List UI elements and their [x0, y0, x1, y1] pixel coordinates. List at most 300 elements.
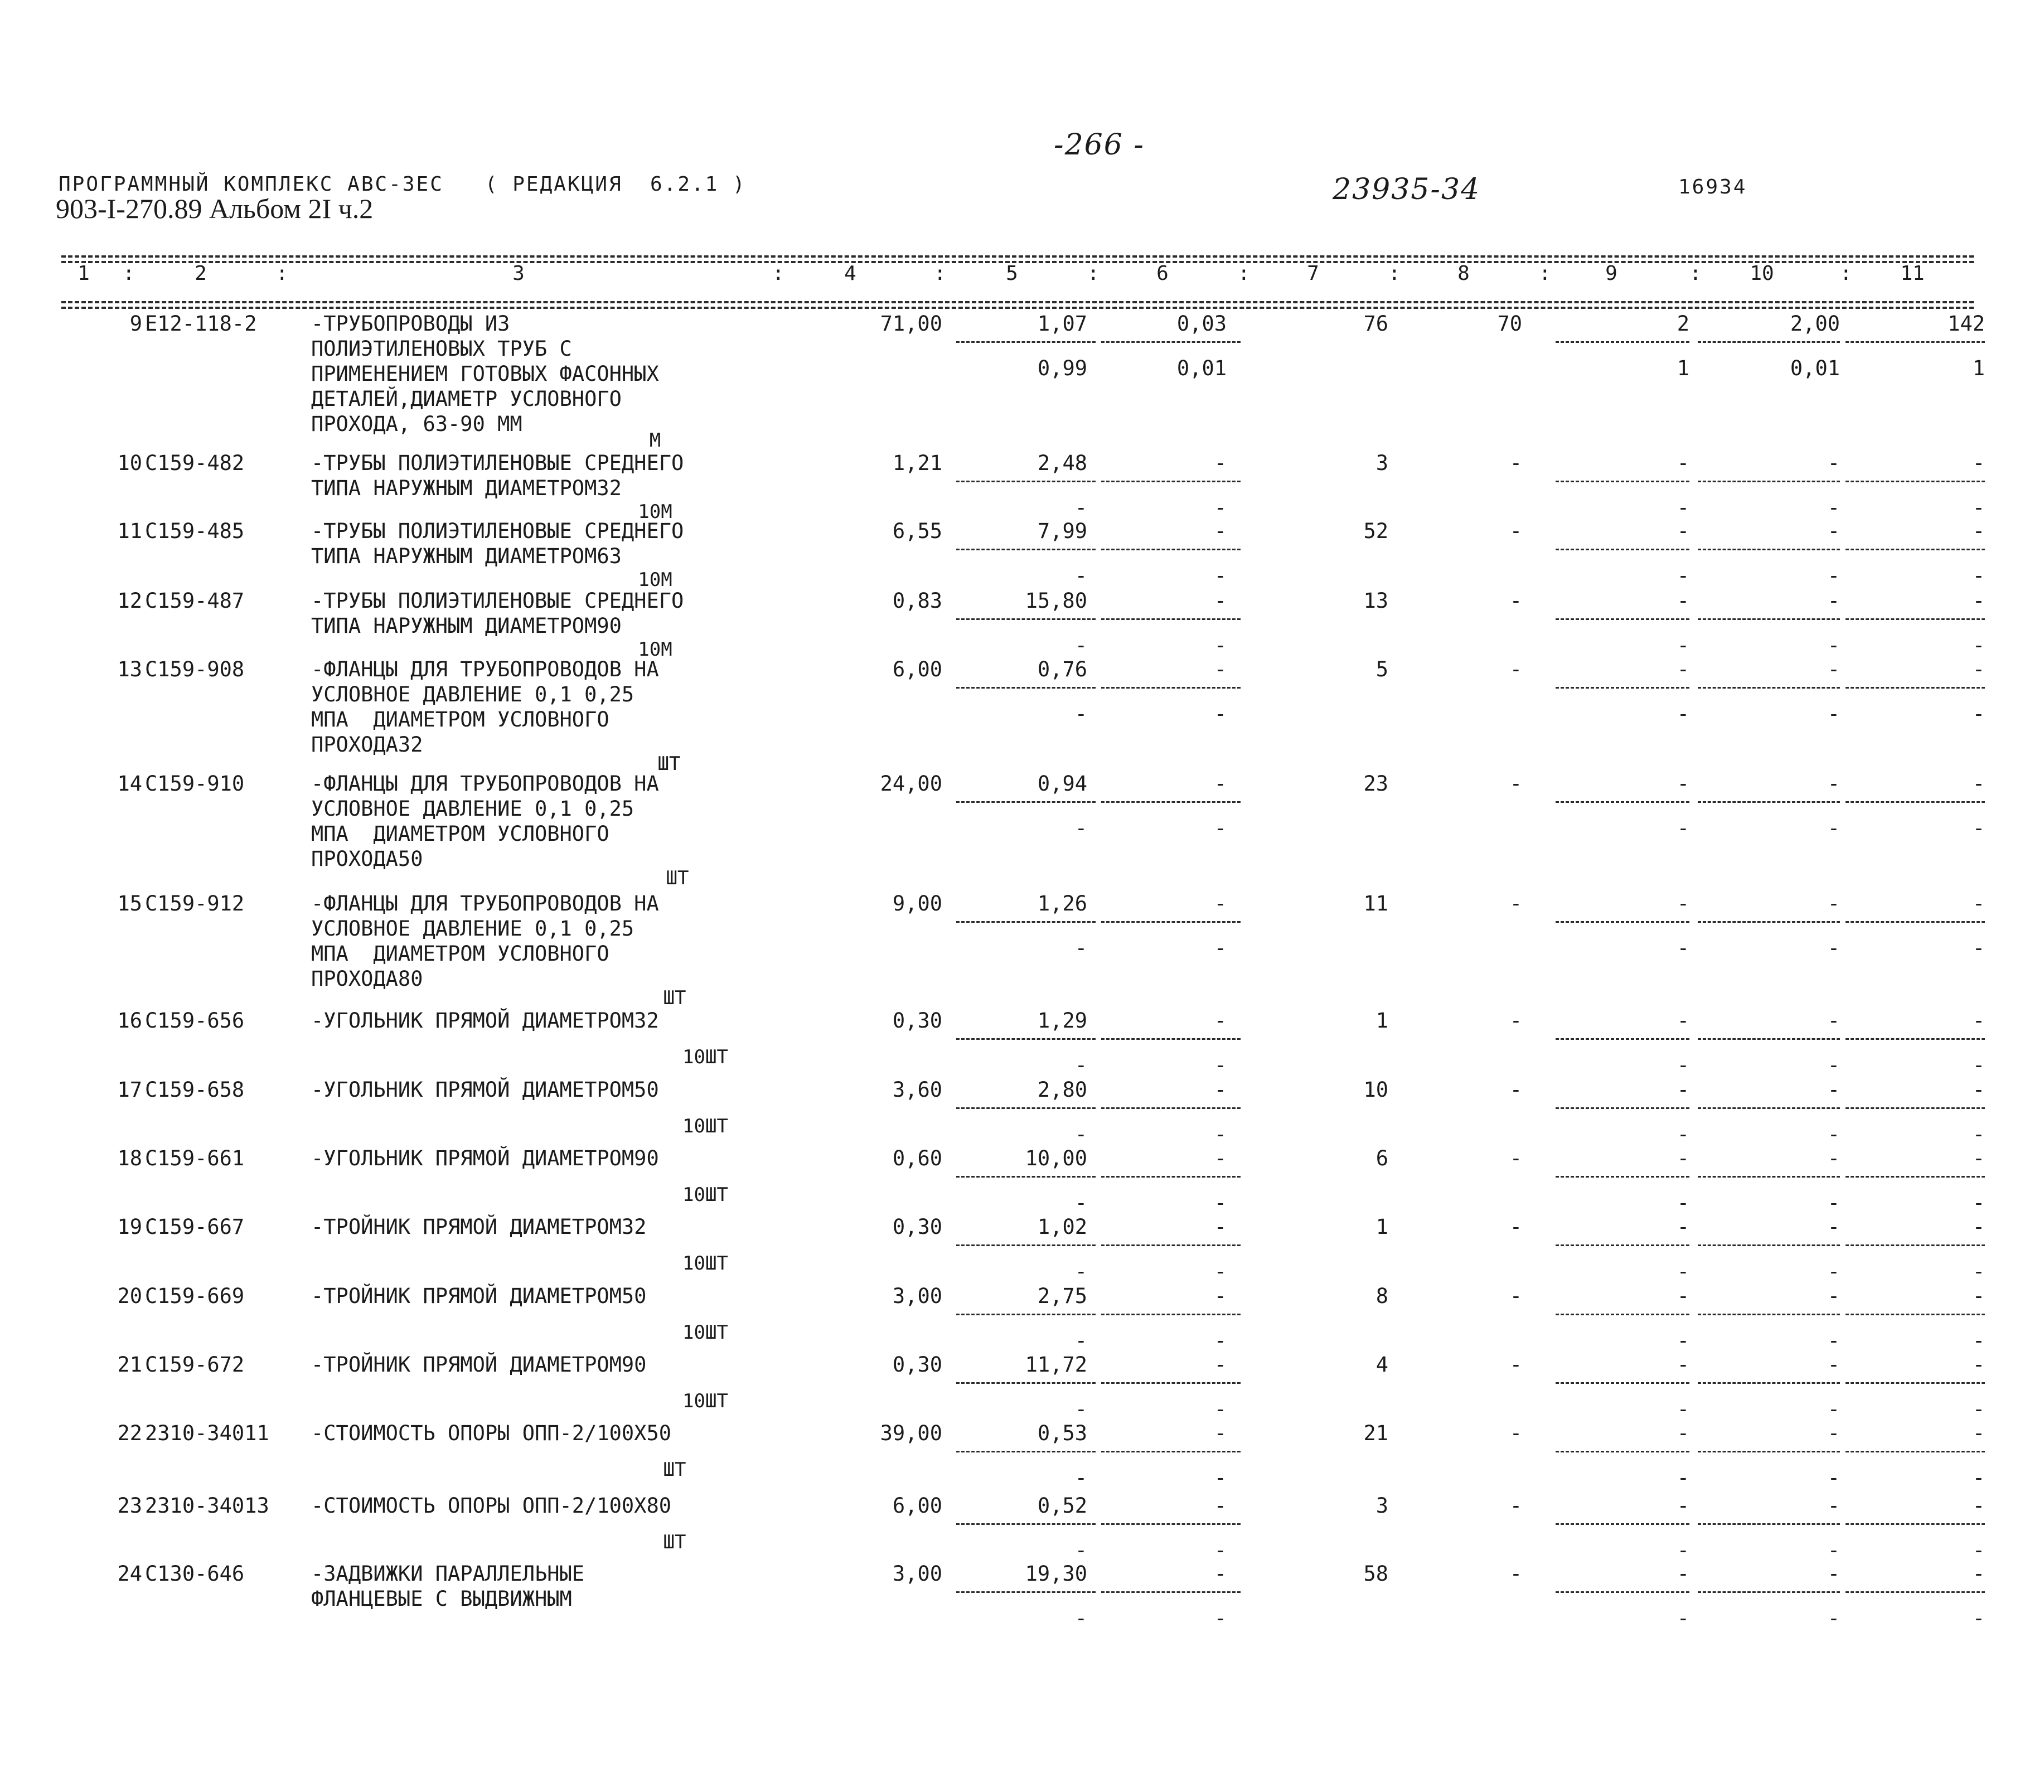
cell-col-10-lower: -	[1827, 936, 1840, 960]
row-sub-rule	[1101, 921, 1241, 923]
row-number: 20	[117, 1284, 142, 1308]
row-description: -ФЛАНЦЫ ДЛЯ ТРУБОПРОВОДОВ НА УСЛОВНОЕ ДАВЛЕНИЕ 0,1 0,25 МПА ДИАМЕТРОМ УСЛОВНОГО ПРОХОДА80	[311, 892, 659, 991]
row-sub-rule	[1556, 341, 1689, 343]
row-sub-rule	[1698, 341, 1840, 343]
row-sub-rule	[956, 1523, 1096, 1525]
cell-col-5: 0,76	[1037, 657, 1087, 681]
cell-col-5: 2,75	[1037, 1284, 1087, 1308]
cell-col-8: -	[1509, 589, 1522, 613]
cell-col-7: 8	[1375, 1284, 1388, 1308]
row-code: С159-482	[145, 451, 245, 475]
cell-col-10-lower: -	[1827, 1329, 1840, 1353]
cell-col-9-lower: 1	[1677, 356, 1689, 380]
row-sub-rule	[1698, 549, 1840, 550]
cell-col-6-lower: -	[1214, 702, 1227, 726]
row-number: 22	[117, 1421, 142, 1445]
cell-col-6: -	[1214, 1146, 1227, 1170]
header-top-rule	[61, 255, 1974, 258]
row-sub-rule	[1101, 801, 1241, 803]
row-sub-rule	[956, 1451, 1096, 1452]
row-code: Е12-118-2	[145, 312, 257, 336]
document-number: 23935-34	[1333, 173, 1481, 206]
cell-col-11-lower: -	[1972, 564, 1985, 588]
cell-col-11: -	[1972, 1146, 1985, 1170]
cell-col-6: -	[1214, 1215, 1227, 1239]
row-sub-rule	[1556, 1038, 1689, 1040]
cell-col-10-lower: -	[1827, 1397, 1840, 1421]
cell-col-5-lower: -	[1074, 936, 1087, 960]
cell-col-10-lower: -	[1827, 496, 1840, 520]
cell-col-5-lower: -	[1074, 564, 1087, 588]
cell-col-5: 1,07	[1037, 312, 1087, 336]
row-sub-rule	[1698, 618, 1840, 620]
cell-col-5: 0,53	[1037, 1421, 1087, 1445]
col-separator: :	[123, 262, 135, 285]
cell-col-11-lower: -	[1972, 1606, 1985, 1630]
cell-col-9: -	[1677, 1215, 1689, 1239]
cell-col-5-lower: -	[1074, 1397, 1087, 1421]
cell-col-10-lower: -	[1827, 564, 1840, 588]
cell-col-9: -	[1677, 451, 1689, 475]
row-sub-rule	[956, 687, 1096, 689]
row-unit: ШТ	[666, 867, 689, 889]
col-head-8: 8	[1457, 262, 1470, 285]
cell-col-4: 6,00	[892, 657, 942, 681]
header-bottom-rule	[61, 301, 1974, 303]
cell-col-6-lower: -	[1214, 564, 1227, 588]
cell-col-8: -	[1509, 1494, 1522, 1518]
table-row	[0, 1008, 2044, 1077]
cell-col-11: -	[1972, 657, 1985, 681]
row-code: С159-912	[145, 892, 245, 916]
cell-col-11: -	[1972, 1421, 1985, 1445]
cell-col-7: 23	[1363, 772, 1388, 796]
cell-col-5: 15,80	[1025, 589, 1087, 613]
cell-col-8: -	[1509, 892, 1522, 916]
cell-col-9: 2	[1677, 312, 1689, 336]
cell-col-11: -	[1972, 1215, 1985, 1239]
cell-col-5-lower: -	[1074, 1122, 1087, 1146]
cell-col-6: -	[1214, 1078, 1227, 1102]
cell-col-5: 2,80	[1037, 1078, 1087, 1102]
cell-col-11-lower: -	[1972, 936, 1985, 960]
cell-col-10-lower: -	[1827, 1122, 1840, 1146]
cell-col-7: 3	[1375, 451, 1388, 475]
cell-col-9-lower: -	[1677, 1122, 1689, 1146]
row-sub-rule	[956, 1591, 1096, 1593]
cell-col-8: -	[1509, 1078, 1522, 1102]
cell-col-10: -	[1827, 772, 1840, 796]
row-sub-rule	[1846, 481, 1985, 482]
row-sub-rule	[1101, 481, 1241, 482]
cell-col-9-lower: -	[1677, 633, 1689, 657]
cell-col-6: -	[1214, 1284, 1227, 1308]
row-sub-rule	[1698, 1382, 1840, 1384]
table-row	[0, 588, 2044, 661]
cell-col-4: 0,30	[892, 1353, 942, 1377]
row-description: -ТРУБЫ ПОЛИЭТИЛЕНОВЫЕ СРЕДНЕГО ТИПА НАРУЖНЫМ ДИАМЕТРОМ32	[311, 451, 684, 500]
row-unit: 10ШТ	[682, 1115, 728, 1137]
cell-col-6-lower: -	[1214, 1329, 1227, 1353]
cell-col-8: -	[1509, 519, 1522, 543]
cell-col-11: -	[1972, 1494, 1985, 1518]
col-separator: :	[1689, 262, 1702, 285]
cell-col-6: -	[1214, 1009, 1227, 1033]
cell-col-11: -	[1972, 892, 1985, 916]
cell-col-11-lower: -	[1972, 702, 1985, 726]
cell-col-9: -	[1677, 1078, 1689, 1102]
row-sub-rule	[1101, 618, 1241, 620]
row-code: С159-667	[145, 1215, 245, 1239]
row-number: 23	[117, 1494, 142, 1518]
row-sub-rule	[1101, 1176, 1241, 1178]
row-sub-rule	[956, 549, 1096, 550]
cell-col-6-lower: -	[1214, 1053, 1227, 1077]
row-sub-rule	[956, 1314, 1096, 1315]
cell-col-9-lower: -	[1677, 1329, 1689, 1353]
row-unit: 10ШТ	[682, 1184, 728, 1206]
cell-col-4: 3,60	[892, 1078, 942, 1102]
program-line: ПРОГРАММНЫЙ КОМПЛЕКС АВС-ЗЕС ( РЕДАКЦИЯ 6.2.1 )	[59, 173, 747, 196]
row-sub-rule	[956, 1244, 1096, 1246]
cell-col-5-lower: -	[1074, 1538, 1087, 1562]
cell-col-9-lower: -	[1677, 1053, 1689, 1077]
cell-col-4: 24,00	[880, 772, 942, 796]
row-sub-rule	[1846, 1382, 1985, 1384]
row-description: -ЗАДВИЖКИ ПАРАЛЛЕЛЬНЫЕ ФЛАНЦЕВЫЕ С ВЫДВИЖНЫМ	[311, 1562, 585, 1611]
cell-col-5: 0,52	[1037, 1494, 1087, 1518]
cell-col-6-lower: -	[1214, 1466, 1227, 1490]
row-sub-rule	[956, 1038, 1096, 1040]
row-unit: М	[649, 429, 661, 452]
cell-col-8: -	[1509, 1421, 1522, 1445]
row-number: 24	[117, 1562, 142, 1586]
row-code: С159-908	[145, 657, 245, 681]
cell-col-10: -	[1827, 892, 1840, 916]
table-row	[0, 1561, 2044, 1630]
col-head-1: 1	[78, 262, 90, 285]
table-row	[0, 311, 2044, 452]
row-number: 19	[117, 1215, 142, 1239]
row-sub-rule	[1846, 549, 1985, 550]
cell-col-5: 10,00	[1025, 1146, 1087, 1170]
cell-col-6: -	[1214, 451, 1227, 475]
cell-col-10: -	[1827, 657, 1840, 681]
cell-col-9: -	[1677, 1494, 1689, 1518]
col-head-11: 11	[1900, 262, 1925, 285]
cell-col-8: 70	[1497, 312, 1522, 336]
row-code: 2310-34013	[145, 1494, 269, 1518]
cell-col-6-lower: -	[1214, 936, 1227, 960]
cell-col-8: -	[1509, 451, 1522, 475]
row-code: С159-672	[145, 1353, 245, 1377]
cell-col-11-lower: -	[1972, 1397, 1985, 1421]
row-unit: 10ШТ	[682, 1046, 728, 1068]
table-row	[0, 519, 2044, 591]
cell-col-11-lower: -	[1972, 1329, 1985, 1353]
row-sub-rule	[1101, 1314, 1241, 1315]
cell-col-5: 2,48	[1037, 451, 1087, 475]
cell-col-8: -	[1509, 1146, 1522, 1170]
cell-col-4: 39,00	[880, 1421, 942, 1445]
cell-col-6-lower: -	[1214, 496, 1227, 520]
row-number: 13	[117, 657, 142, 681]
row-description: -ТРУБЫ ПОЛИЭТИЛЕНОВЫЕ СРЕДНЕГО ТИПА НАРУЖНЫМ ДИАМЕТРОМ90	[311, 589, 684, 638]
row-code: С159-658	[145, 1078, 245, 1102]
cell-col-5: 0,94	[1037, 772, 1087, 796]
row-sub-rule	[1556, 1314, 1689, 1315]
row-code: 2310-34011	[145, 1421, 269, 1445]
row-number: 9	[129, 312, 142, 336]
cell-col-6: -	[1214, 519, 1227, 543]
row-description: -УГОЛЬНИК ПРЯМОЙ ДИАМЕТРОМ32	[311, 1009, 659, 1033]
row-unit: ШТ	[657, 753, 681, 775]
cell-col-10-lower: -	[1827, 816, 1840, 840]
row-sub-rule	[1698, 801, 1840, 803]
cell-col-10-lower: -	[1827, 1260, 1840, 1284]
cell-col-9-lower: -	[1677, 702, 1689, 726]
row-description: -ТРУБОПРОВОДЫ ИЗ ПОЛИЭТИЛЕНОВЫХ ТРУБ С ПРИМЕНЕНИЕМ ГОТОВЫХ ФАСОННЫХ ДЕТАЛЕЙ,ДИАМЕТР УСЛОВНОГО ПРОХОДА, 63-90 ММ	[311, 312, 659, 436]
cell-col-7: 1	[1375, 1215, 1388, 1239]
cell-col-11: -	[1972, 1284, 1985, 1308]
col-head-5: 5	[1006, 262, 1018, 285]
row-sub-rule	[1846, 1523, 1985, 1525]
cell-col-5-lower: -	[1074, 1191, 1087, 1215]
cell-col-5-lower: -	[1074, 1260, 1087, 1284]
cell-col-8: -	[1509, 657, 1522, 681]
row-sub-rule	[1698, 1591, 1840, 1593]
cell-col-5-lower: -	[1074, 702, 1087, 726]
row-sub-rule	[956, 481, 1096, 482]
cell-col-10: -	[1827, 1215, 1840, 1239]
row-sub-rule	[1101, 1523, 1241, 1525]
row-sub-rule	[1556, 1176, 1689, 1178]
row-sub-rule	[956, 921, 1096, 923]
row-sub-rule	[1698, 1451, 1840, 1452]
row-description: -ТРОЙНИК ПРЯМОЙ ДИАМЕТРОМ90	[311, 1353, 647, 1377]
cell-col-10: -	[1827, 1353, 1840, 1377]
row-sub-rule	[1846, 1591, 1985, 1593]
cell-col-4: 6,00	[892, 1494, 942, 1518]
cell-col-9: -	[1677, 1353, 1689, 1377]
cell-col-10-lower: -	[1827, 1191, 1840, 1215]
cell-col-11-lower: -	[1972, 1538, 1985, 1562]
row-sub-rule	[1556, 1107, 1689, 1109]
cell-col-6-lower: -	[1214, 1397, 1227, 1421]
cell-col-7: 1	[1375, 1009, 1388, 1033]
row-sub-rule	[1556, 921, 1689, 923]
cell-col-11: -	[1972, 589, 1985, 613]
cell-col-6: -	[1214, 1562, 1227, 1586]
cell-col-6-lower: -	[1214, 1538, 1227, 1562]
row-sub-rule	[956, 341, 1096, 343]
cell-col-11-lower: -	[1972, 1466, 1985, 1490]
row-sub-rule	[1698, 1314, 1840, 1315]
row-description: -ТРУБЫ ПОЛИЭТИЛЕНОВЫЕ СРЕДНЕГО ТИПА НАРУЖНЫМ ДИАМЕТРОМ63	[311, 519, 684, 568]
row-sub-rule	[1556, 1451, 1689, 1452]
cell-col-4: 1,21	[892, 451, 942, 475]
cell-col-10: -	[1827, 1562, 1840, 1586]
cell-col-8: -	[1509, 1215, 1522, 1239]
cell-col-8: -	[1509, 1009, 1522, 1033]
row-sub-rule	[1101, 1244, 1241, 1246]
cell-col-11-lower: -	[1972, 633, 1985, 657]
col-separator: :	[772, 262, 784, 285]
row-description: -ФЛАНЦЫ ДЛЯ ТРУБОПРОВОДОВ НА УСЛОВНОЕ ДАВЛЕНИЕ 0,1 0,25 МПА ДИАМЕТРОМ УСЛОВНОГО ПРОХОДА50	[311, 772, 659, 871]
cell-col-8: -	[1509, 1284, 1522, 1308]
cell-col-11: -	[1972, 1562, 1985, 1586]
row-number: 12	[117, 589, 142, 613]
cell-col-10: -	[1827, 1421, 1840, 1445]
cell-col-10: -	[1827, 451, 1840, 475]
cell-col-8: -	[1509, 772, 1522, 796]
cell-col-9-lower: -	[1677, 1538, 1689, 1562]
cell-col-5: 11,72	[1025, 1353, 1087, 1377]
cell-col-6: 0,03	[1176, 312, 1227, 336]
cell-col-10: -	[1827, 1009, 1840, 1033]
cell-col-5-lower: -	[1074, 1466, 1087, 1490]
row-sub-rule	[1846, 687, 1985, 689]
cell-col-9-lower: -	[1677, 1260, 1689, 1284]
row-sub-rule	[1101, 341, 1241, 343]
row-sub-rule	[1846, 1244, 1985, 1246]
cell-col-5: 1,02	[1037, 1215, 1087, 1239]
cell-col-5: 1,26	[1037, 892, 1087, 916]
cell-col-6: -	[1214, 892, 1227, 916]
cell-col-6: -	[1214, 1421, 1227, 1445]
cell-col-5-lower: -	[1074, 1053, 1087, 1077]
table-row	[0, 451, 2044, 523]
row-code: С159-487	[145, 589, 245, 613]
cell-col-11: -	[1972, 1009, 1985, 1033]
row-sub-rule	[1698, 481, 1840, 482]
cell-col-7: 3	[1375, 1494, 1388, 1518]
cell-col-11: -	[1972, 519, 1985, 543]
row-code: С159-656	[145, 1009, 245, 1033]
row-sub-rule	[1846, 1314, 1985, 1315]
cell-col-6: -	[1214, 1353, 1227, 1377]
row-sub-rule	[1101, 549, 1241, 550]
row-sub-rule	[1556, 1591, 1689, 1593]
table-row	[0, 771, 2044, 889]
row-sub-rule	[1846, 618, 1985, 620]
cell-col-5-lower: 0,99	[1037, 356, 1087, 380]
page-number: -266 -	[1054, 128, 1145, 162]
cell-col-7: 58	[1363, 1562, 1388, 1586]
album-line: 903-I-270.89 Альбом 2I ч.2	[56, 193, 374, 224]
row-description: -СТОИМОСТЬ ОПОРЫ ОПП-2/100Х80	[311, 1494, 672, 1518]
cell-col-6-lower: -	[1214, 1191, 1227, 1215]
cell-col-5-lower: -	[1074, 1329, 1087, 1353]
cell-col-11: -	[1972, 1078, 1985, 1102]
row-sub-rule	[1556, 1244, 1689, 1246]
cell-col-4: 6,55	[892, 519, 942, 543]
table-row	[0, 657, 2044, 775]
row-code: С159-910	[145, 772, 245, 796]
cell-col-9: -	[1677, 519, 1689, 543]
cell-col-6: -	[1214, 657, 1227, 681]
cell-col-10-lower: -	[1827, 1606, 1840, 1630]
row-sub-rule	[1846, 801, 1985, 803]
cell-col-10: -	[1827, 519, 1840, 543]
cell-col-9: -	[1677, 589, 1689, 613]
col-separator: :	[1840, 262, 1852, 285]
row-unit: 10ШТ	[682, 1321, 728, 1344]
row-description: -ТРОЙНИК ПРЯМОЙ ДИАМЕТРОМ32	[311, 1215, 647, 1239]
row-number: 10	[117, 451, 142, 475]
cell-col-7: 76	[1363, 312, 1388, 336]
cell-col-5-lower: -	[1074, 633, 1087, 657]
row-description: -СТОИМОСТЬ ОПОРЫ ОПП-2/100Х50	[311, 1421, 672, 1445]
cell-col-8: -	[1509, 1353, 1522, 1377]
row-number: 21	[117, 1353, 142, 1377]
cell-col-10: -	[1827, 1146, 1840, 1170]
cell-col-8: -	[1509, 1562, 1522, 1586]
cell-col-11-lower: -	[1972, 1053, 1985, 1077]
cell-col-7: 13	[1363, 589, 1388, 613]
cell-col-5-lower: -	[1074, 496, 1087, 520]
row-sub-rule	[1556, 1382, 1689, 1384]
row-sub-rule	[1556, 481, 1689, 482]
cell-col-4: 0,30	[892, 1009, 942, 1033]
row-sub-rule	[1556, 687, 1689, 689]
cell-col-10-lower: -	[1827, 1466, 1840, 1490]
cell-col-4: 0,83	[892, 589, 942, 613]
cell-col-6-lower: -	[1214, 1606, 1227, 1630]
cell-col-10: -	[1827, 1284, 1840, 1308]
cell-col-11-lower: -	[1972, 1191, 1985, 1215]
cell-col-9-lower: -	[1677, 1606, 1689, 1630]
cell-col-7: 6	[1375, 1146, 1388, 1170]
cell-col-9: -	[1677, 657, 1689, 681]
cell-col-4: 0,60	[892, 1146, 942, 1170]
cell-col-6: -	[1214, 589, 1227, 613]
row-sub-rule	[1101, 1382, 1241, 1384]
row-sub-rule	[1698, 1244, 1840, 1246]
cell-col-11-lower: -	[1972, 1122, 1985, 1146]
row-sub-rule	[1846, 1451, 1985, 1452]
row-code: С159-485	[145, 519, 245, 543]
cell-col-9-lower: -	[1677, 1466, 1689, 1490]
row-sub-rule	[1846, 341, 1985, 343]
cell-col-4: 71,00	[880, 312, 942, 336]
row-unit: 10ШТ	[682, 1390, 728, 1412]
cell-col-9: -	[1677, 1146, 1689, 1170]
col-separator: :	[934, 262, 946, 285]
cell-col-9-lower: -	[1677, 496, 1689, 520]
cell-col-10: 2,00	[1790, 312, 1840, 336]
cell-col-6: -	[1214, 772, 1227, 796]
cell-col-9: -	[1677, 1284, 1689, 1308]
cell-col-9-lower: -	[1677, 936, 1689, 960]
cell-col-11: -	[1972, 772, 1985, 796]
row-sub-rule	[1101, 1038, 1241, 1040]
row-sub-rule	[1698, 921, 1840, 923]
cell-col-5: 19,30	[1025, 1562, 1087, 1586]
cell-col-11: -	[1972, 451, 1985, 475]
col-head-6: 6	[1156, 262, 1169, 285]
row-sub-rule	[1698, 1038, 1840, 1040]
cell-col-5: 7,99	[1037, 519, 1087, 543]
col-separator: :	[1388, 262, 1401, 285]
cell-col-6-lower: -	[1214, 633, 1227, 657]
cell-col-5: 1,29	[1037, 1009, 1087, 1033]
cell-col-6-lower: -	[1214, 816, 1227, 840]
table-row	[0, 1284, 2044, 1353]
cell-col-4: 3,00	[892, 1284, 942, 1308]
table-row	[0, 891, 2044, 1009]
cell-col-5-lower: -	[1074, 1606, 1087, 1630]
